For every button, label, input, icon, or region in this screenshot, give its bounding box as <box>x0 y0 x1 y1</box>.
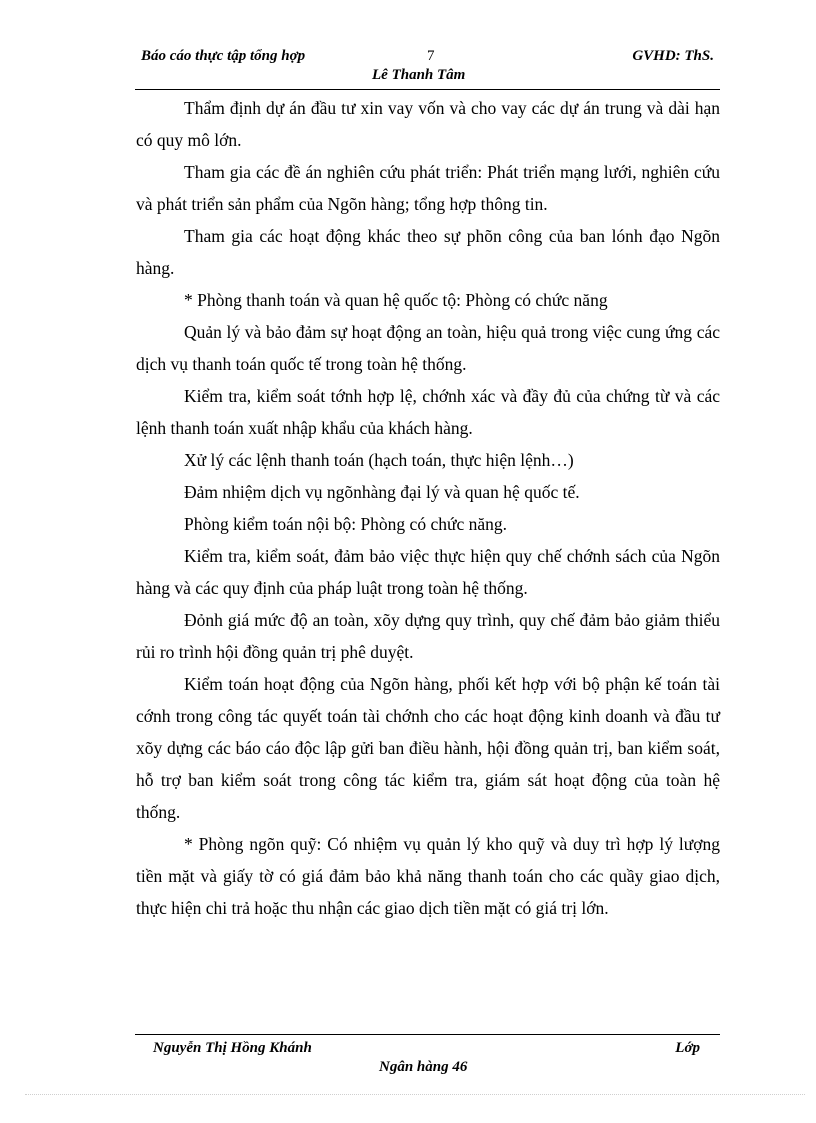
paragraph: Kiểm tra, kiểm soát, đảm bảo việc thực hiện quy chế chớnh sách của Ngõn hàng và các quy định của pháp luật trong toàn hệ thống. <box>136 546 720 598</box>
header-report-title: Báo cáo thực tập tổng hợp <box>141 48 306 64</box>
footer-rule <box>135 1034 720 1035</box>
paragraph: Quản lý và bảo đảm sự hoạt động an toàn, hiệu quả trong việc cung ứng các dịch vụ thanh toán quốc tế trong toàn hệ thống. <box>136 322 720 374</box>
header-rule <box>135 89 720 90</box>
paragraph: Kiểm toán hoạt động của Ngõn hàng, phối kết hợp với bộ phận kế toán tài cớnh trong công tác quyết toán tài chớnh cho các hoạt động kinh doanh và đầu tư xõy dựng các báo cáo độc lập gửi ban điều hành, hội đồng quản trị, ban kiểm soát, hỗ trợ ban kiểm soát trong công tác kiểm tra, giám sát hoạt động của toàn hệ thống. <box>136 674 720 822</box>
paragraph: Đỏnh giá mức độ an toàn, xõy dựng quy trình, quy chế đảm bảo giảm thiểu rủi ro trình hội đồng quản trị phê duyệt. <box>136 610 720 662</box>
paragraph: Tham gia các hoạt động khác theo sự phõn công của ban lónh đạo Ngõn hàng. <box>136 226 720 278</box>
page-header <box>135 48 720 90</box>
footer-author: Nguyễn Thị Hồng Khánh <box>153 1040 312 1056</box>
paragraph: Xử lý các lệnh thanh toán (hạch toán, thực hiện lệnh…) <box>184 450 574 470</box>
paragraph: * Phòng ngõn quỹ: Có nhiệm vụ quản lý kho quỹ và duy trì hợp lý lượng tiền mặt và giấy tờ có giá đảm bảo khả năng thanh toán cho các quầy giao dịch, thực hiện chi trả hoặc thu nhận các giao dịch tiền mặt có giá trị lớn. <box>136 834 720 918</box>
paragraph: Phòng kiểm toán nội bộ: Phòng có chức năng. <box>184 514 507 534</box>
page-footer <box>135 1040 720 1080</box>
header-supervisor-label: GVHD: ThS. <box>632 48 714 64</box>
paragraph: Tham gia các đề án nghiên cứu phát triển: Phát triển mạng lưới, nghiên cứu và phát triển sản phẩm của Ngõn hàng; tổng hợp thông tin. <box>136 162 720 214</box>
paragraph: * Phòng thanh toán và quan hệ quốc tộ: Phòng có chức năng <box>184 290 608 310</box>
page-edge-divider <box>25 1094 805 1095</box>
header-supervisor-name: Lê Thanh Tâm <box>372 67 466 83</box>
page-number: 7 <box>427 48 435 64</box>
footer-class-name: Ngân hàng 46 <box>379 1059 468 1075</box>
paragraph: Thẩm định dự án đầu tư xin vay vốn và cho vay các dự án trung và dài hạn có quy mô lớn. <box>136 98 720 150</box>
footer-class-label: Lớp <box>675 1040 700 1056</box>
body-text <box>136 92 720 924</box>
paragraph: Đảm nhiệm dịch vụ ngõnhàng đại lý và quan hệ quốc tế. <box>184 482 580 502</box>
paragraph: Kiểm tra, kiểm soát tớnh hợp lệ, chớnh xác và đầy đủ của chứng từ và các lệnh thanh toán xuất nhập khẩu của khách hàng. <box>136 386 720 438</box>
